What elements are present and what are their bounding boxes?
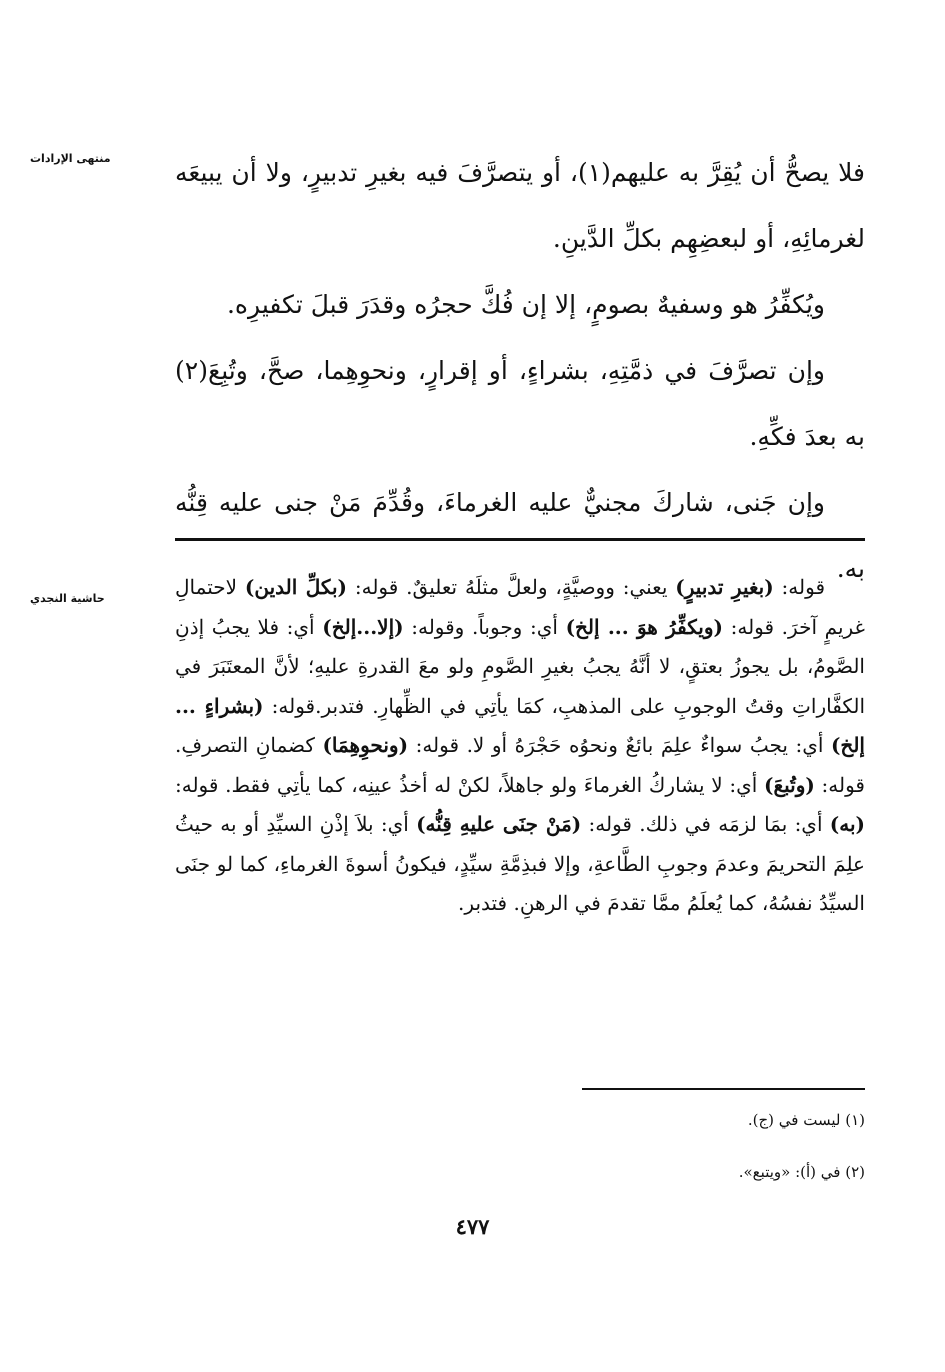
footnote-divider xyxy=(582,1088,865,1090)
matn-paragraph: وإن جَنى، شاركَ مجنيٌّ عليه الغرماءَ، وقُدِّمَ مَنْ جنى عليه قِنُّه به. xyxy=(175,488,865,583)
hashiya-segment: أي: فلا يجبُ إذنِ الصَّومُ، بل يجوزُ بعتقٍ، لا أنَّهُ يجبُ بغيرِ الصَّومِ ولو معَ القدرةِ عليهِ؛ لأنَّ المعتَبَرَ في الكفَّاراتِ وقتُ الوجوبِ على المذهبِ، كمَا يأتِي في الظِّهارِ. فتدبر.قوله: xyxy=(175,614,866,718)
hashiya-segment: أي: بلاَ إذْنِ السيِّدِ أو به حيثُ علِمَ التحريمَ وعدمَ وجوبِ الطَّاعةِ، وإلا فبذِمَّةِ سيِّدٍ، فيكونُ أسوةَ الغرماءِ، كما لو جنَى السيِّدُ نفسُهُ، كما يُعلَمُ ممَّا تقدمَ في الرهنِ. فتدبر. xyxy=(175,812,865,915)
hashiya-keyword: (وتُبعَ) xyxy=(764,772,815,797)
matn-text xyxy=(175,140,865,602)
hashiya-keyword: (إلا...إلخ) xyxy=(322,614,404,639)
hashiya-keyword: (مَنْ جنَى عليهِ قِنُّه) xyxy=(416,812,582,836)
footnote: (١) ليست في (ج). xyxy=(747,1111,865,1129)
hashiya-keyword: (ويكفِّرُ هوَ ... إلخ) xyxy=(565,614,723,639)
hashiya-keyword: (بغيرِ تدبيرٍ) xyxy=(675,575,774,599)
hashiya-keyword: (ونحوِهِمَا) xyxy=(322,733,409,757)
hashiya-keyword: (به) xyxy=(829,812,866,836)
side-label-hashiya: حاشية النجدي xyxy=(30,592,105,605)
matn-paragraph: فلا يصحُّ أن يُقِرَّ به عليهم(١)، أو يتصرَّفَ فيه بغيرِ تدبيرٍ، ولا أن يبيعَه لغرمائِهِ، أو لبعضِهِم بكلِّ الدَّينِ. xyxy=(175,158,865,253)
page-number: ٤٧٧ xyxy=(455,1214,490,1239)
hashiya-segment: أي: وجوباً. وقوله: xyxy=(403,614,566,639)
hashiya-segment: أي: لا يشاركُ الغرماءَ ولو جاهلاً، لكنْ له أخذُ عينِه، كما يأتِي فقط. قوله: xyxy=(175,772,764,797)
side-label-matn: منتهى الإرادات xyxy=(30,152,111,165)
hashiya-segment: كضمانِ التصرفِ. قوله: xyxy=(175,733,865,797)
matn-paragraph: ويُكفِّرُ هو وسفيهٌ بصومٍ، إلا إن فُكَّ حجرُه وقدَرَ قبلَ تكفيرِه. xyxy=(226,290,825,319)
footnote: (٢) في (أ): «ويتبع». xyxy=(738,1163,865,1181)
footnotes xyxy=(465,1108,865,1212)
matn-paragraph: وإن تصرَّفَ في ذمَّتِهِ، بشراءٍ، أو إقرارٍ، ونحوِهِما، صحَّ، وتُبِعَ(٢) به بعدَ فكِّهِ. xyxy=(175,356,865,451)
hashiya-keyword: (بكلِّ الدين) xyxy=(244,575,347,599)
hashiya-segment: قوله: xyxy=(773,575,826,599)
hashiya-segment: أي: يجبُ سواءٌ علِمَ بائعٌ ونحوُه حَجْرَهُ أو لا. قوله: xyxy=(408,733,831,757)
hashiya-segment: لاحتمالِ غريمٍ آخرَ. قوله: xyxy=(175,575,866,639)
section-divider xyxy=(175,538,865,541)
hashiya-segment: أي: بمَا لزمَه في ذلك. قوله: xyxy=(581,812,830,836)
hashiya-segment: يعني: ووصيَّةٍ، ولعلَّ مثلَهُ تعليقٌ. قوله: xyxy=(346,575,676,599)
hashiya-text xyxy=(175,568,865,924)
hashiya-keyword: (بشراءٍ ... إلخ) xyxy=(175,693,865,757)
